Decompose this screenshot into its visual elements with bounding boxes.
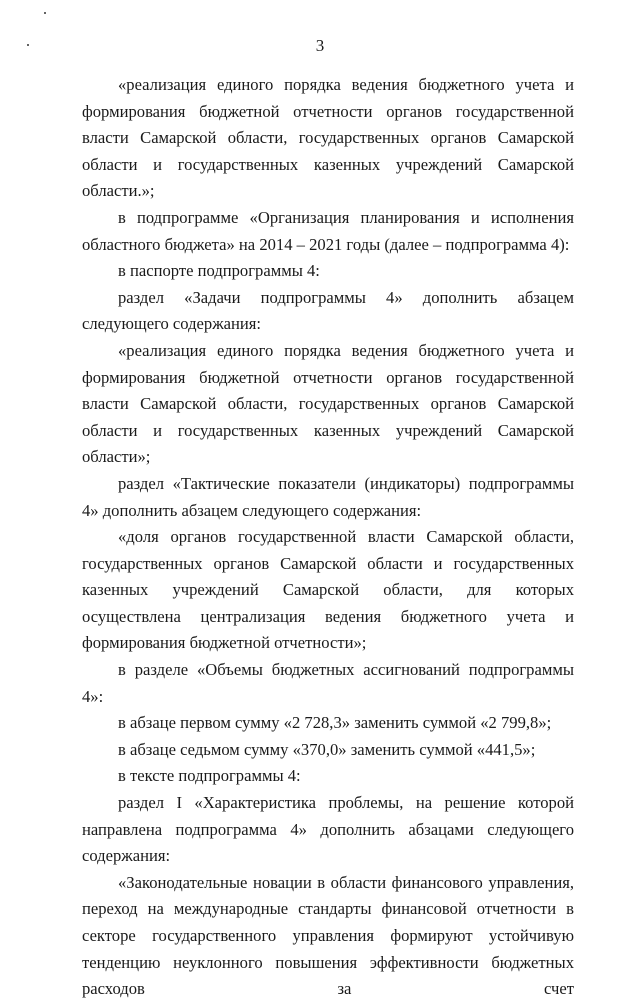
paragraph: в подпрограмме «Организация планирования и исполнения областного бюджета» на 2014 – 2021 годы (далее – подпрограмма 4): <box>82 207 574 254</box>
paragraph: в тексте подпрограммы 4: <box>118 766 301 786</box>
paragraph: в паспорте подпрограммы 4: <box>118 261 320 281</box>
paragraph: в абзаце первом сумму «2 728,3» заменить суммой «2 799,8»; <box>118 713 552 733</box>
paragraph: в абзаце седьмом сумму «370,0» заменить суммой «441,5»; <box>118 739 536 759</box>
paragraph: «реализация единого порядка ведения бюджетного учета и формирования бюджетной отчетности органов государственной власти Самарской области, государственных органов Самарской области и государственных казенных учреждений Самарской области»; <box>82 340 574 467</box>
paragraph: «доля органов государственной власти Самарской области, государственных органов Самарской области и государственных казенных учреждений Самарской области, для которых осуществлена централизация ведения бюджетного учета и формирования бюджетной отчетности»; <box>82 527 574 653</box>
paragraph: раздел «Тактические показатели (индикаторы) подпрограммы 4» дополнить абзацем следующего содержания: <box>82 473 574 520</box>
paragraph: «Законодательные новации в области финансового управления, переход на международные стандарты финансовой отчетности в секторе государственного управления формируют устойчивую тенденцию неуклонного повышения эффективности бюджетных расходов за счет <box>82 872 574 999</box>
paragraph: «реализация единого порядка ведения бюджетного учета и формирования бюджетной отчетности органов государственной власти Самарской области, государственных органов Самарской области и государственных казенных учреждений Самарской области.»; <box>82 75 574 201</box>
paragraph: раздел «Задачи подпрограммы 4» дополнить абзацем следующего содержания: <box>82 287 574 334</box>
document-body <box>82 72 574 1003</box>
paragraph: раздел I «Характеристика проблемы, на решение которой направлена подпрограмма 4» дополнить абзацами следующего содержания: <box>82 793 574 866</box>
paragraph: в разделе «Объемы бюджетных ассигнований подпрограммы 4»: <box>82 660 574 706</box>
scan-speck <box>44 12 46 14</box>
page-number: 3 <box>315 36 325 55</box>
